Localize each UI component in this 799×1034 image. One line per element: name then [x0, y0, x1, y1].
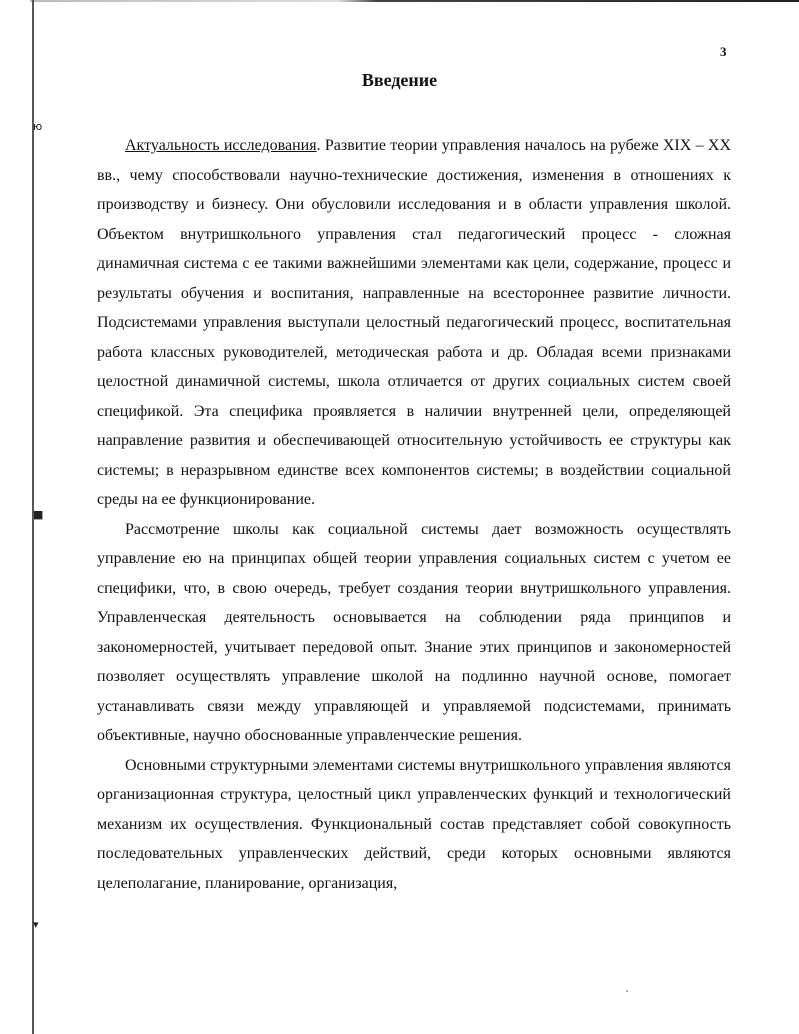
margin-scan-mark: ю: [33, 120, 43, 133]
top-scan-border: [30, 0, 799, 2]
margin-scan-mark: ▾: [33, 918, 39, 931]
paragraph-school-system: [97, 515, 731, 751]
margin-scan-mark: ■: [33, 508, 44, 521]
paragraph-structural-elements: [97, 751, 731, 899]
document-body: [97, 131, 731, 898]
paragraph-text: Основными структурными элементами системы внутришкольного управления являются организационная структура, целостный цикл управленческих функций и технологический механизм их осуществления. Функциональный состав представляет собой совокупность последовательных управленческих действий, среди которых основными являются целеполагание, планирование, организация,: [97, 756, 731, 892]
paragraph-text: Рассмотрение школы как социальной системы дает возможность осуществлять управление ею на принципах общей теории управления социальных систем с учетом ее специфики, что, в свою очередь, требует создания теории внутришкольного управления. Управленческая деятельность основывается на соблюдении ряда принципов и закономерностей, учитывает передовой опыт. Знание этих принципов и закономерностей позволяет осуществлять управление школой на подлинно научной основе, помогает устанавливать связи между управляющей и управляемой подсистемами, принимать объективные, научно обоснованные управленческие решения.: [97, 520, 731, 744]
page-number: 3: [720, 44, 727, 59]
paragraph-text: . Развитие теории управления началось на рубеже XIX – XX вв., чему способствовали научно-технические достижения, изменения в отношениях к производству и бизнесу. Они обусловили исследования и в области управления школой. Объектом внутришкольного управления стал педагогический процесс - сложная динамичная система с ее такими важнейшими элементами как цели, содержание, процесс и результаты обучения и воспитания, направленные на всестороннее развитие личности. Подсистемами управления выступали целостный педагогический процесс, воспитательная работа классных руководителей, методическая работа и др. Обладая всеми признаками целостной динамичной системы, школа отличается от других социальных систем своей спецификой. Эта специфика проявляется в наличии внутренней цели, определяющей направление развития и обеспечивающей относительную устойчивость ее структуры как системы; в неразрывном единстве всех компонентов системы; в воздействии социальной среды на ее функционирование.: [97, 137, 731, 508]
page-title: Введение: [361, 70, 438, 90]
relevance-heading: Актуальность исследования: [125, 137, 317, 154]
scan-speck: [626, 990, 628, 992]
paragraph-relevance: [97, 131, 731, 515]
